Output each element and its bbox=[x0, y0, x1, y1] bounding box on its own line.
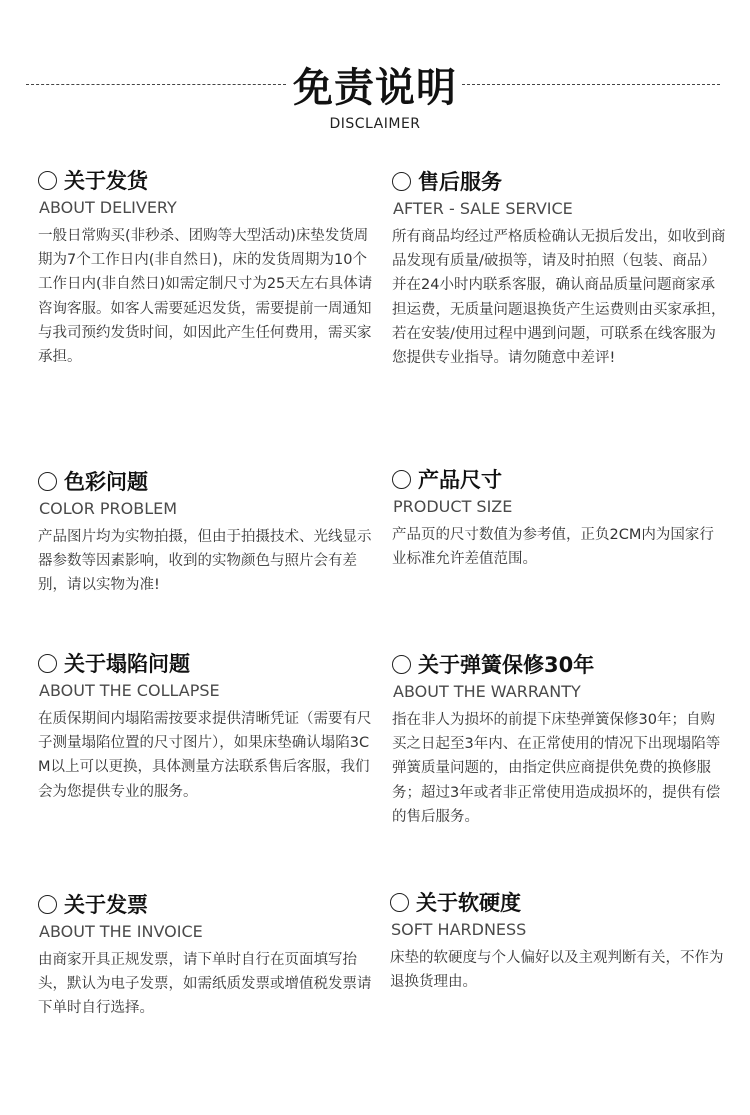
section-subtitle: ABOUT THE COLLAPSE bbox=[39, 681, 220, 700]
section-title: 关于发货 bbox=[64, 169, 148, 193]
section-subtitle: COLOR PROBLEM bbox=[39, 499, 178, 518]
section-body: 在质保期间内塌陷需按要求提供清晰凭证（需要有尺子测量塌陷位置的尺寸图片），如果床垫确认塌陷3CM以上可以更换，具体测量方法联系售后客服，我们会为您提供专业的服务。 bbox=[38, 711, 372, 800]
section-subtitle: PRODUCT SIZE bbox=[393, 497, 513, 516]
section-body: 由商家开具正规发票，请下单时自行在页面填写抬头，默认为电子发票，如需纸质发票或增值税发票请下单时自行选择。 bbox=[38, 952, 372, 1017]
circle-bullet-icon bbox=[38, 171, 57, 190]
circle-bullet-icon bbox=[38, 654, 57, 673]
section-title: 关于塌陷问题 bbox=[64, 652, 190, 676]
section-delivery bbox=[38, 165, 373, 369]
section-hardness bbox=[390, 887, 725, 994]
section-color bbox=[38, 466, 373, 598]
circle-bullet-icon bbox=[390, 893, 409, 912]
circle-bullet-icon bbox=[392, 172, 411, 191]
section-body: 一般日常购买(非秒杀、团购等大型活动)床垫发货周期为7个工作日内(非自然日)，床的发货周期为10个工作日内(非自然日)如需定制尺寸为25天左右具体请咨询客服。如客人需要延迟发货，需要提前一周通知与我司预约发货时间，如因此产生任何费用，需买家承担。 bbox=[38, 228, 373, 366]
section-title: 关于弹簧保修30年 bbox=[418, 653, 595, 677]
page-title: 免责说明 bbox=[293, 65, 457, 111]
section-subtitle: ABOUT DELIVERY bbox=[39, 198, 177, 217]
circle-bullet-icon bbox=[38, 472, 57, 491]
section-title: 售后服务 bbox=[418, 170, 502, 194]
section-title: 关于发票 bbox=[64, 893, 148, 917]
circle-bullet-icon bbox=[392, 470, 411, 489]
section-after-sale bbox=[392, 166, 727, 370]
section-size bbox=[392, 464, 727, 571]
header bbox=[0, 62, 750, 152]
circle-bullet-icon bbox=[38, 895, 57, 914]
section-warranty bbox=[392, 649, 727, 829]
section-subtitle: ABOUT THE INVOICE bbox=[39, 922, 203, 941]
section-subtitle: SOFT HARDNESS bbox=[391, 920, 527, 939]
section-subtitle: ABOUT THE WARRANTY bbox=[393, 682, 581, 701]
section-body: 产品图片均为实物拍摄，但由于拍摄技术、光线显示器参数等因素影响，收到的实物颜色与照片会有差别，请以实物为准! bbox=[38, 529, 372, 594]
section-title: 色彩问题 bbox=[64, 470, 148, 494]
page-subtitle: DISCLAIMER bbox=[329, 116, 421, 132]
section-title: 产品尺寸 bbox=[418, 468, 502, 492]
section-body: 所有商品均经过严格质检确认无损后发出，如收到商品发现有质量/破损等，请及时拍照（包装、商品）并在24小时内联系客服，确认商品质量问题商家承担运费，无质量问题退换货产生运费则由买家承担，若在安装/使用过程中遇到问题，可联系在线客服为您提供专业指导。请勿随意中差评! bbox=[392, 229, 726, 367]
section-collapse bbox=[38, 648, 373, 804]
section-body: 指在非人为损坏的前提下床垫弹簧保修30年；自购买之日起至3年内、在正常使用的情况下出现塌陷等弹簧质量问题的，由指定供应商提供免费的换修服务；超过3年或者非正常使用造成损坏的，提供有偿的售后服务。 bbox=[392, 712, 721, 825]
section-subtitle: AFTER - SALE SERVICE bbox=[393, 199, 573, 218]
section-body: 床垫的软硬度与个人偏好以及主观判断有关，不作为退换货理由。 bbox=[390, 950, 724, 991]
section-body: 产品页的尺寸数值为参考值，正负2CM内为国家行业标准允许差值范围。 bbox=[392, 527, 714, 568]
section-title: 关于软硬度 bbox=[416, 891, 521, 915]
section-invoice bbox=[38, 889, 373, 1021]
circle-bullet-icon bbox=[392, 655, 411, 674]
